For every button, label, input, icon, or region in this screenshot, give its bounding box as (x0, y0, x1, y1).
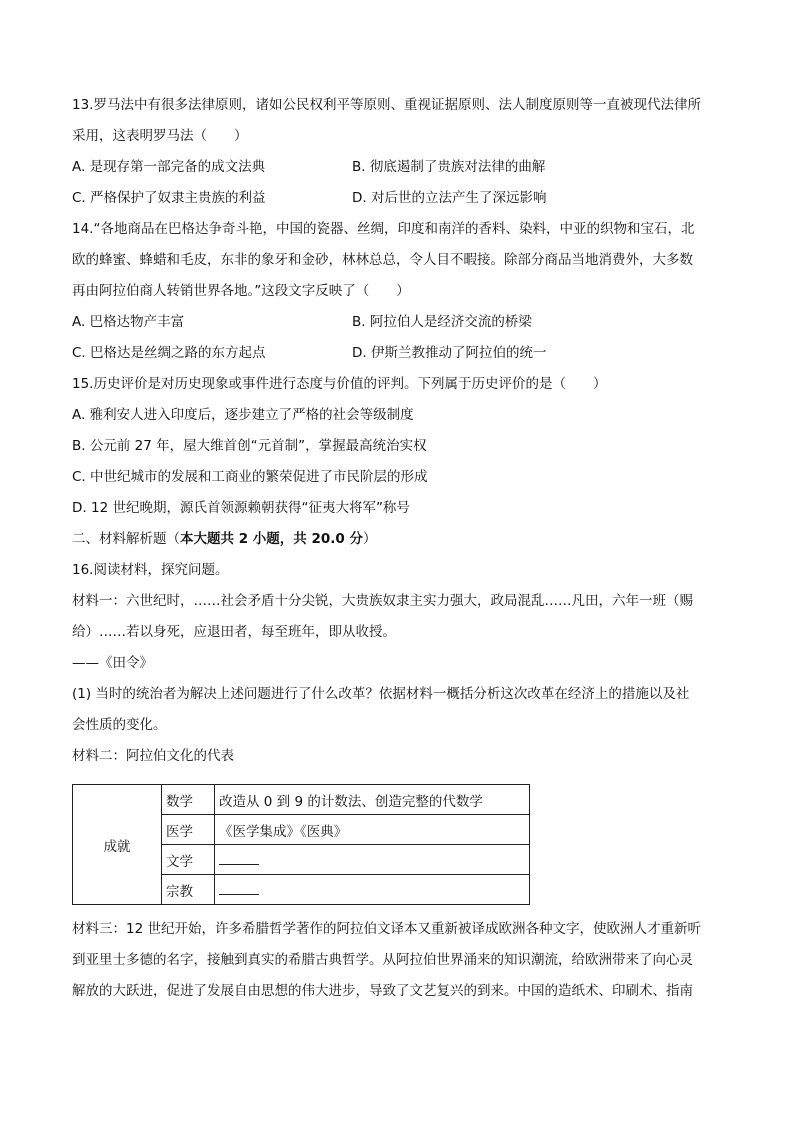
table-value-blank (215, 845, 530, 875)
table-field: 医学 (162, 815, 215, 845)
section-2-title-end: ） (363, 531, 377, 547)
q14-stem-line2: 欧的蜂蜜、蜂蜡和毛皮，东非的象牙和金砂，林林总总，令人目不暇接。除部分商品当地消费外，大多数 (72, 252, 693, 268)
section-2-title-plain: 二、材料解析题（ (72, 531, 180, 547)
q14-option-a: A. 巴格达物产丰富 (72, 314, 185, 330)
q14-option-c: C. 巴格达是丝绸之路的东方起点 (72, 345, 266, 361)
arab-culture-table (72, 784, 530, 905)
q16-subquestion1-line2: 会性质的变化。 (72, 717, 167, 733)
q13-stem-line2: 采用，这表明罗马法（ ） (72, 128, 248, 144)
fill-in-blank (219, 850, 259, 865)
table-field: 宗教 (162, 875, 215, 905)
q16-subquestion1-line1: (1) 当时的统治者为解决上述问题进行了什么改革？依据材料一概括分析这次改革在经济上的措施以及社 (72, 686, 690, 702)
q15-option-c: C. 中世纪城市的发展和工商业的繁荣促进了市民阶层的形成 (72, 469, 428, 485)
q15-stem: 15.历史评价是对历史现象或事件进行态度与价值的评判。下列属于历史评价的是（ ） (72, 376, 607, 392)
table-value: 改造从 0 到 9 的计数法、创造完整的代数学 (215, 785, 530, 815)
q16-material1-source: ——《田令》 (72, 655, 153, 671)
q16-material2-title: 材料二：阿拉伯文化的代表 (72, 748, 234, 764)
table-field: 文学 (162, 845, 215, 875)
section-2-title (72, 530, 377, 548)
table-row (73, 785, 530, 815)
q13-option-d: D. 对后世的立法产生了深远影响 (352, 190, 547, 206)
q13-option-c: C. 严格保护了奴隶主贵族的利益 (72, 190, 266, 206)
q14-option-b: B. 阿拉伯人是经济交流的桥梁 (352, 314, 532, 330)
q14-stem-line1: 14.“各地商品在巴格达争奇斗艳，中国的瓷器、丝绸，印度和南洋的香料、染料，中亚的织物和宝石，北 (72, 221, 695, 237)
q16-material3-line2: 到亚里士多德的名字，接触到真实的希腊古典哲学。从阿拉伯世界涌来的知识潮流，给欧洲带来了向心灵 (72, 952, 693, 968)
table-value-blank (215, 875, 530, 905)
q16-material1-line2: 给）……若以身死，应退田者，每至班年，即从收授。 (72, 624, 396, 640)
q15-option-d: D. 12 世纪晚期，源氏首领源赖朝获得“征夷大将军”称号 (72, 500, 410, 516)
table-head-achievement: 成就 (73, 785, 162, 905)
q13-stem-line1: 13.罗马法中有很多法律原则，诸如公民权利平等原则、重视证据原则、法人制度原则等一直被现代法律所 (72, 97, 701, 113)
q14-option-d: D. 伊斯兰教推动了阿拉伯的统一 (352, 345, 547, 361)
table-value: 《医学集成》《医典》 (215, 815, 530, 845)
q14-stem-line3: 再由阿拉伯商人转销世界各地。”这段文字反映了（ ） (72, 283, 410, 299)
fill-in-blank (219, 880, 259, 895)
table-field: 数学 (162, 785, 215, 815)
q16-material1-line1: 材料一：六世纪时，……社会矛盾十分尖锐，大贵族奴隶主实力强大，政局混乱……凡田，六年一班（赐 (72, 593, 693, 609)
q15-option-b: B. 公元前 27 年，屋大维首创“元首制”，掌握最高统治实权 (72, 438, 427, 454)
q16-material3-line3: 解放的大跃进，促进了发展自由思想的伟大进步，导致了文艺复兴的到来。中国的造纸术、印刷术、指南 (72, 983, 693, 999)
q15-option-a: A. 雅利安人进入印度后，逐步建立了严格的社会等级制度 (72, 407, 414, 423)
section-2-title-bold: 本大题共 2 小题，共 20.0 分 (180, 531, 364, 547)
q13-option-a: A. 是现存第一部完备的成文法典 (72, 159, 266, 175)
q13-option-b: B. 彻底遏制了贵族对法律的曲解 (352, 159, 546, 175)
q16-stem: 16.阅读材料，探究问题。 (72, 562, 229, 578)
q16-material3-line1: 材料三：12 世纪开始，许多希腊哲学著作的阿拉伯文译本又重新被译成欧洲各种文字，使欧洲人才重新听 (72, 921, 701, 937)
